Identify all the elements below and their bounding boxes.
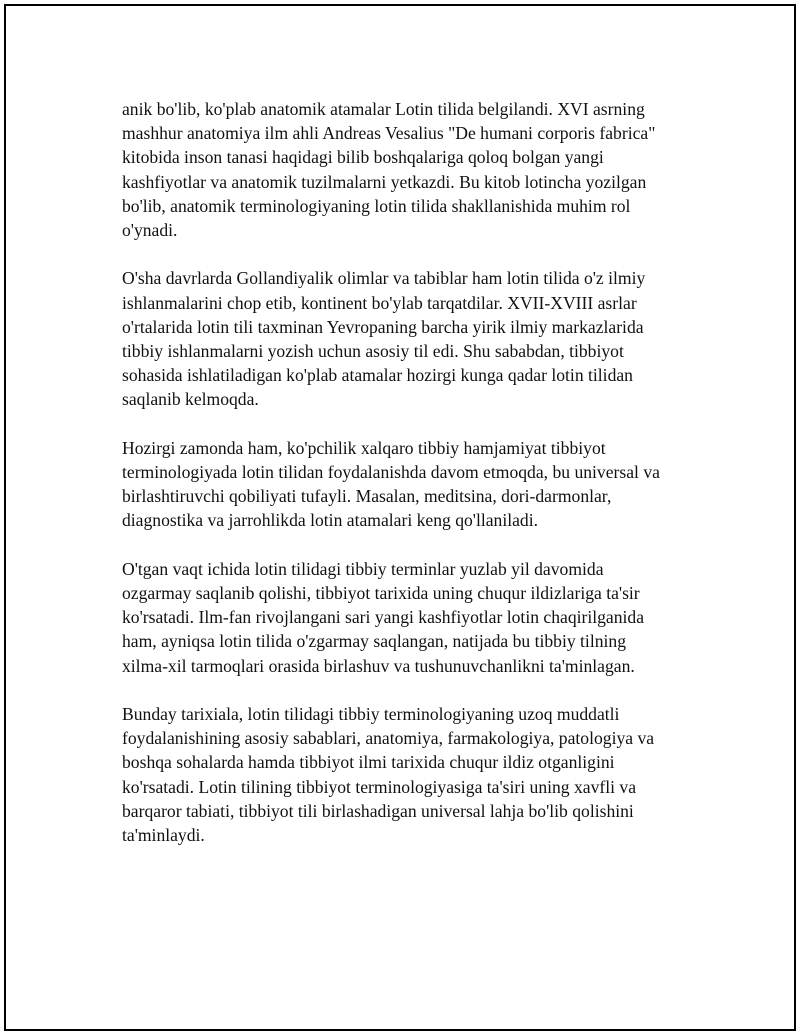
text-line: ham, ayniqsa lotin tilida o'zgarmay saqlangan, natijada bu tibbiy tilning: [122, 631, 626, 652]
text-line: terminologiyada lotin tilidan foydalanishda davom etmoqda, bu universal va: [122, 462, 660, 483]
text-line: saqlanib kelmoqda.: [122, 389, 259, 410]
paragraph-4: [122, 557, 688, 678]
paragraph-2: [122, 266, 688, 411]
text-line: tibbiy ishlanmalarni yozish uchun asosiy til edi. Shu sababdan, tibbiyot: [122, 341, 624, 362]
text-line: bo'lib, anatomik terminologiyaning lotin tilida shakllanishida muhim rol: [122, 195, 631, 216]
text-line: mashhur anatomiya ilm ahli Andreas Vesalius "De humani corporis fabrica": [122, 123, 656, 144]
text-line: o'rtalarida lotin tili taxminan Yevropaning barcha yirik ilmiy markazlarida: [122, 316, 644, 337]
document-page: [4, 4, 796, 1031]
text-line: ko'rsatadi. Ilm-fan rivojlangani sari yangi kashfiyotlar lotin chaqirilganida: [122, 607, 645, 628]
text-line: o'ynadi.: [122, 220, 178, 241]
text-line: ko'rsatadi. Lotin tilining tibbiyot terminologiyasiga ta'siri uning xavfli va: [122, 776, 637, 797]
text-line: xilma-xil tarmoqlari orasida birlashuv va tushunuvchanlikni ta'minlagan.: [122, 655, 635, 676]
text-line: O'sha davrlarda Gollandiyalik olimlar va tabiblar ham lotin tilida o'z ilmiy: [122, 268, 646, 289]
document-body: [122, 97, 688, 871]
text-line: barqaror tabiati, tibbiyot tili birlashadigan universal lahja bo'lib qolishini: [122, 800, 634, 821]
text-line: birlashtiruvchi qobiliyati tufayli. Masalan, meditsina, dori-darmonlar,: [122, 486, 612, 507]
text-line: anik bo'lib, ko'plab anatomik atamalar Lotin tilida belgilandi. XVI asrning: [122, 99, 645, 119]
paragraph-3: [122, 436, 688, 533]
text-line: ishlanmalarini chop etib, kontinent bo'ylab tarqatdilar. XVII-XVIII asrlar: [122, 292, 637, 313]
text-line: boshqa sohalarda hamda tibbiyot ilmi tarixida chuqur ildiz otganligini: [122, 752, 615, 773]
text-line: Bunday tarixiala, lotin tilidagi tibbiy terminologiyaning uzoq muddatli: [122, 704, 620, 725]
text-line: O'tgan vaqt ichida lotin tilidagi tibbiy terminlar yuzlab yil davomida: [122, 558, 604, 579]
paragraph-5: [122, 702, 688, 847]
text-line: foydalanishining asosiy sabablari, anatomiya, farmakologiya, patologiya va: [122, 728, 655, 749]
text-line: diagnostika va jarrohlikda lotin atamalari keng qo'llaniladi.: [122, 510, 539, 531]
text-line: ozgarmay saqlanib qolishi, tibbiyot tarixida uning chuqur ildizlariga ta'sir: [122, 583, 640, 604]
paragraph-1: [122, 97, 688, 242]
text-line: ta'minlaydi.: [122, 825, 205, 846]
text-line: kitobida inson tanasi haqidagi bilib boshqalariga qoloq bolgan yangi: [122, 147, 604, 168]
text-line: Hozirgi zamonda ham, ko'pchilik xalqaro tibbiy hamjamiyat tibbiyot: [122, 437, 606, 458]
text-line: sohasida ishlatiladigan ko'plab atamalar hozirgi kunga qadar lotin tilidan: [122, 365, 633, 386]
text-line: kashfiyotlar va anatomik tuzilmalarni yetkazdi. Bu kitob lotincha yozilgan: [122, 171, 647, 192]
